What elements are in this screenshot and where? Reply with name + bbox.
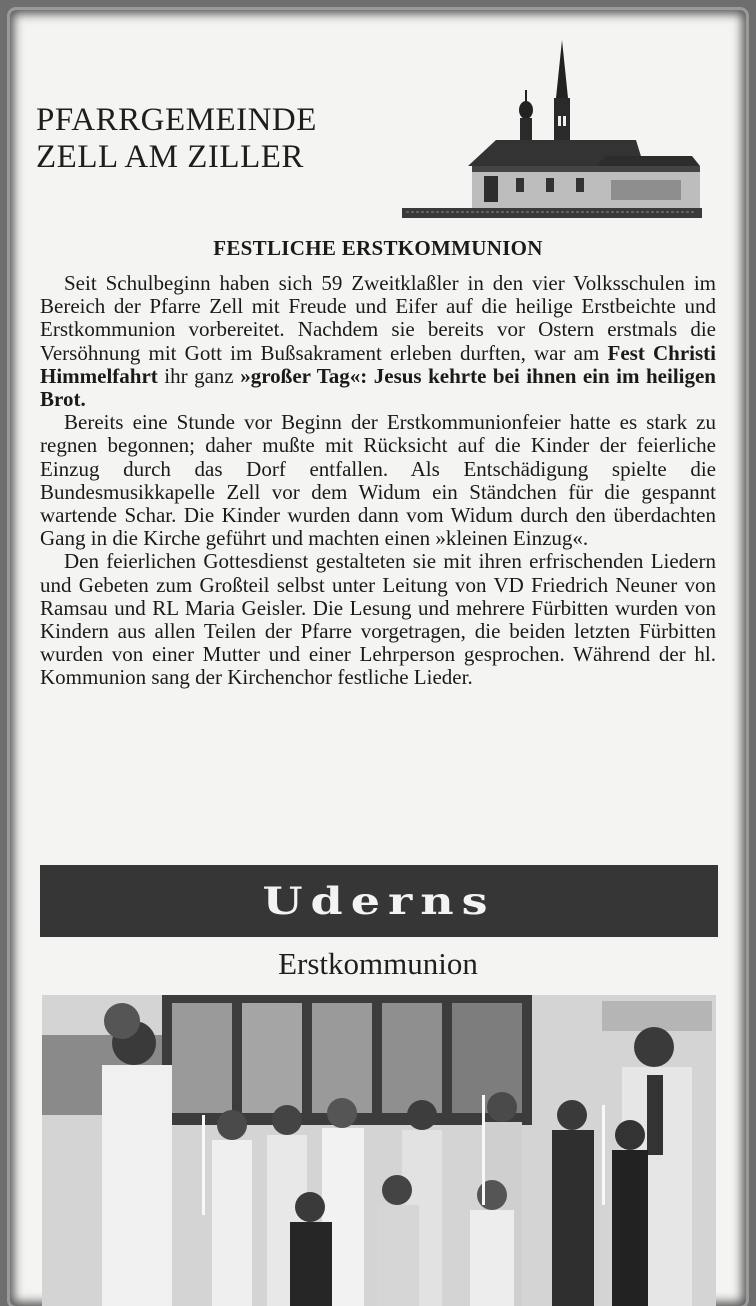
article-title: FESTLICHE ERSTKOMMUNION bbox=[213, 236, 543, 260]
section-subtitle: Erstkommunion bbox=[278, 946, 478, 981]
group-photo bbox=[42, 995, 716, 1306]
section-banner-title: Uderns bbox=[262, 878, 496, 924]
article-p1-text-c: ihr ganz bbox=[157, 363, 241, 388]
section-banner bbox=[40, 865, 718, 937]
parish-name-line1: PFARRGEMEINDE bbox=[36, 102, 317, 138]
parish-header bbox=[36, 102, 317, 176]
article-p1-text-a: Seit Schulbeginn haben sich 59 Zweitklaßler in den vier Volksschulen im Bereich der Pfarre Zell mit Freude und Eifer auf die heilige Erstbeichte und Erstkommunion vorbereitet. Nachdem sie bereits vor Ostern erstmals die Versöhnung mit Gott im Bußsakrament erleben durften, war am bbox=[40, 271, 716, 365]
group-photo-illustration bbox=[42, 995, 716, 1306]
article-p1-bold-d: »großer Tag«: Jesus kehrte bei ihnen ein im heiligen Brot. bbox=[40, 363, 716, 412]
article-paragraph-3: Den feierlichen Gottesdienst gestalteten sie mit ihren erfrischenden Liedern und Gebeten zum Großteil selbst unter Leitung von VD Friedrich Neuner von Ramsau und RL Maria Geisler. Die Lesung und mehrere Fürbitten wurden von Kindern aus allen Teilen der Pfarre vorgetragen, die beiden letzten Fürbitten wurden von einer Mutter und einer Lehrperson gesprochen. Während der hl. Kommunion sang der Kirchenchor festliche Lieder. bbox=[40, 549, 716, 690]
article-paragraph-1 bbox=[40, 272, 716, 411]
church-illustration bbox=[396, 28, 708, 226]
newsletter-page bbox=[10, 10, 746, 1306]
article-body bbox=[40, 272, 716, 690]
article-p1-bold-b: Fest Christi Himmelfahrt bbox=[40, 340, 716, 388]
parish-name-line2: ZELL AM ZILLER bbox=[36, 139, 304, 175]
article-paragraph-2: Bereits eine Stunde vor Beginn der Erstkommunionfeier hatte es stark zu regnen begonnen; daher mußte mit Rücksicht auf die Kinder der feierliche Einzug durch das Dorf entfallen. Als Entschädigung spielte die Bundesmusikkapelle Zell vor dem Widum ein Ständchen für die gespannt wartende Schar. Die Kinder wurden dann vom Widum durch den überdachten Gang in die Kirche geführt und machten einen »kleinen Einzug«. bbox=[40, 410, 716, 551]
